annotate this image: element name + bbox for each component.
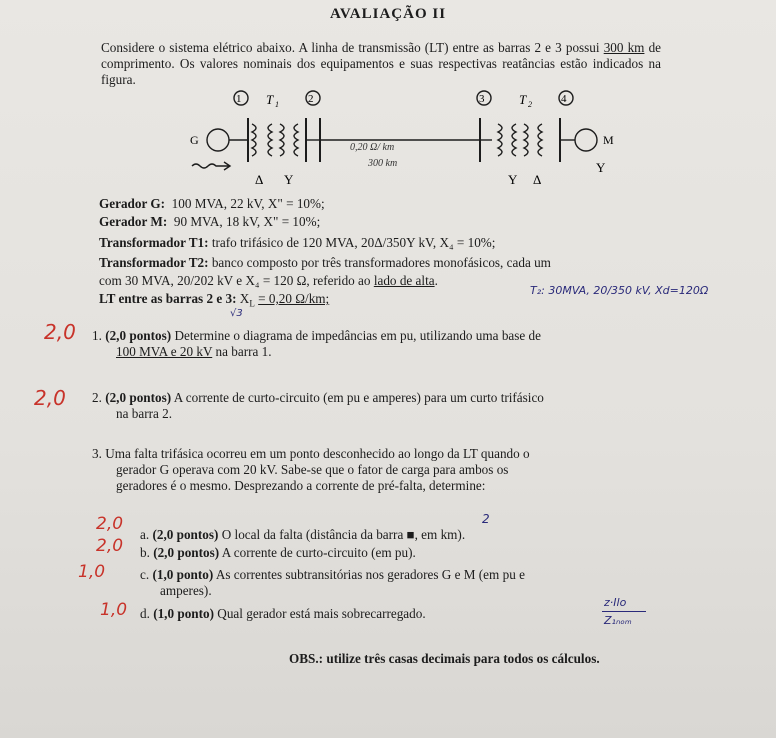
- question-3c: c. (1,0 ponto) As correntes subtransitórias nos geradores G e M (em pu e amperes).: [140, 567, 525, 598]
- grade-q3d: 1,0: [100, 600, 128, 620]
- question-3a: a. (2,0 pontos) O local da falta (distância da barra ■, em km).: [140, 527, 466, 542]
- t1-delta: Δ: [255, 172, 264, 187]
- spec-t1: Transformador T1: trafo trifásico de 120 MVA, 20Δ/350Y kV, X₄ = 10%;: [99, 235, 496, 250]
- handwritten-bus-number: 2: [482, 512, 490, 526]
- question-1: 1. (2,0 pontos) Determine o diagrama de impedâncias em pu, utilizando uma base de 100 MVA e 20 kV na barra 1.: [92, 328, 541, 359]
- gen-g-label: G: [190, 133, 199, 147]
- handwritten-ratio-bottom: Z₁ₙₒₘ: [604, 614, 632, 627]
- question-3d: d. (1,0 ponto) Qual gerador está mais sobrecarregado.: [140, 606, 426, 621]
- spec-t2-cont: com 30 MVA, 20/202 kV e X₄ = 120 Ω, referido ao lado de alta.: [99, 273, 438, 288]
- grade-q1: 2,0: [44, 320, 76, 344]
- handwritten-fraction-line: [602, 611, 646, 612]
- spec-t2: Transformador T2: banco composto por três transformadores monofásicos, cada um: [99, 255, 551, 270]
- t1-wye: Y: [284, 172, 294, 187]
- intro-paragraph: [101, 40, 661, 88]
- spec-lt: LT entre as barras 2 e 3: $X_L = 0,20$ Ω/km;: [99, 291, 330, 309]
- question-3: 3. Uma falta trifásica ocorreu em um ponto desconhecido ao longo da LT quando o gerador G operava com 20 kV. Sabe-se que o fator de carga para ambos os geradores é o mesmo. Desprezando a corrente de pré-falta, determine:: [92, 446, 530, 493]
- t1-sub: 1: [275, 100, 279, 109]
- intro-text-2: de comprimento. Os valores nominais dos equipamentos e suas respectivas reatâncias estão indicados na figura.: [101, 40, 662, 87]
- one-line-diagram: [0, 88, 776, 198]
- grade-q3c: 1,0: [78, 562, 106, 582]
- bus-4-label: 4: [561, 93, 567, 105]
- line-length-note: 300 km: [368, 158, 398, 169]
- t2-delta: Δ: [533, 172, 542, 187]
- intro-text-1: Considere o sistema elétrico abaixo. A linha de transmissão (LT) entre as barras 2 e 3 possui: [101, 40, 600, 55]
- bus-1-label: 1: [236, 93, 242, 105]
- spec-gen-m: Gerador M: 90 MVA, 18 kV, X" = 10%;: [99, 214, 321, 229]
- bus-2-label: 2: [308, 93, 314, 105]
- page-title: AVALIAÇÃO II: [329, 6, 447, 22]
- gen-m-wye: Y: [596, 160, 606, 175]
- t2-wye: Y: [508, 172, 518, 187]
- t2-label: T: [519, 92, 527, 107]
- handwritten-t2-note: T₂: 30MVA, 20/350 kV, Xd=120Ω: [530, 284, 709, 297]
- bus-3-label: 3: [479, 93, 485, 105]
- grade-q3a: 2,0: [96, 514, 124, 534]
- t1-label: T: [266, 92, 274, 107]
- question-2: 2. (2,0 pontos) A corrente de curto-circuito (em pu e amperes) para um curto trifásico na barra 2.: [92, 390, 544, 421]
- handwritten-ratio-top: z·Ilo: [604, 596, 627, 609]
- handwritten-root3: √3: [230, 308, 243, 319]
- gen-m-label: M: [603, 133, 614, 147]
- question-3b: b. (2,0 pontos) A corrente de curto-circuito (em pu).: [140, 545, 416, 560]
- grade-q2: 2,0: [34, 386, 66, 410]
- observation-note: OBS.: utilize três casas decimais para todos os cálculos.: [289, 651, 600, 666]
- line-reactance-note: 0,20 Ω/ km: [350, 142, 395, 153]
- spec-gen-g: Gerador G: 100 MVA, 22 kV, X" = 10%;: [99, 196, 325, 211]
- t2-sub: 2: [528, 100, 532, 109]
- grade-q3b: 2,0: [96, 536, 124, 556]
- intro-length: 300 km: [603, 40, 645, 55]
